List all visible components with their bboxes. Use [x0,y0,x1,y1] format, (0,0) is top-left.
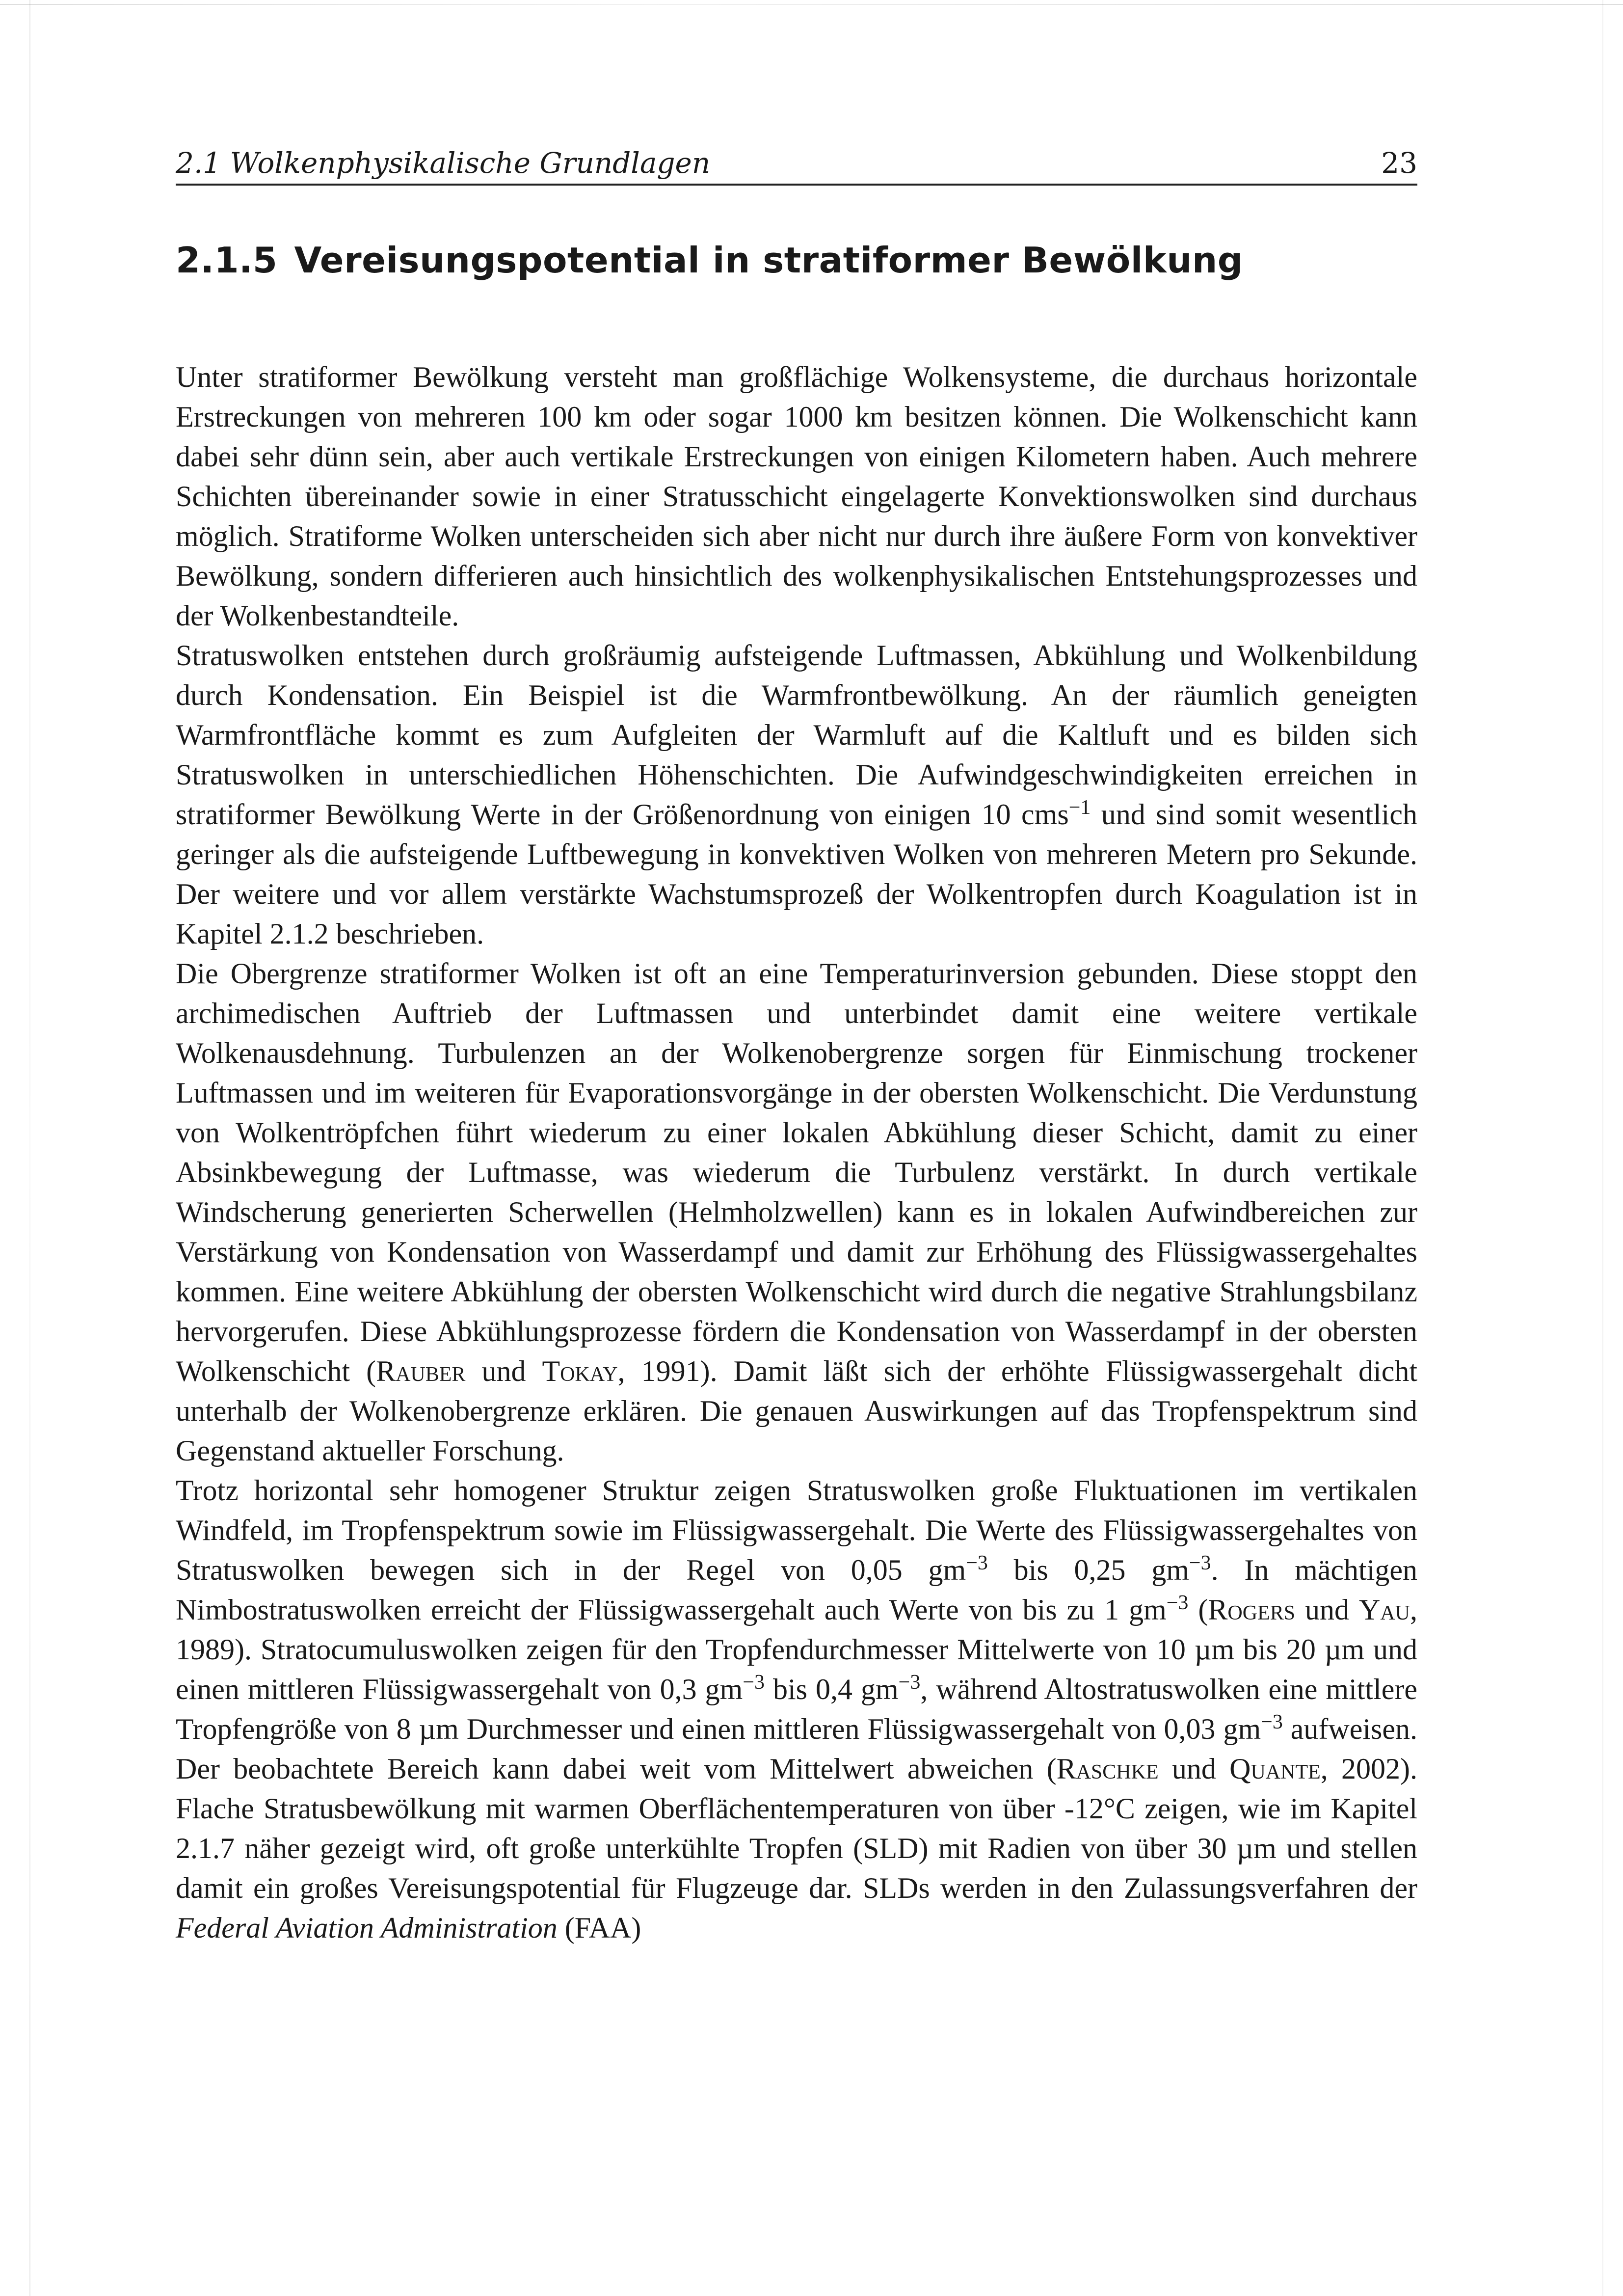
superscript-exponent: −3 [1166,1592,1189,1614]
paragraph [176,357,1417,636]
text-run: Unter stratiformer Bewölkung versteht man großflächige Wolkensysteme, die durchaus horizontale Erstreckungen von mehreren 100 km oder sogar 1000 km besitzen können. Die Wolkenschicht kann dabei sehr dünn sein, aber auch vertikale Erstreckungen von einigen Kilometern haben. Auch mehrere Schichten übereinander sowie in einer Stratusschicht eingelagerte Konvektionswolken sind durchaus möglich. Stratiforme Wolken unterscheiden sich aber nicht nur durch ihre äußere Form von konvektiver Bewölkung, sondern differieren auch hinsichtlich des wolkenphysikalischen Entstehungsprozesses und der Wolkenbestandteile. [176,361,1417,632]
text-run: . In mächtigen Nimbostratuswolken erreicht der Flüssigwassergehalt auch Werte von bis zu 1 gm [176,1554,1417,1626]
citation-author: Tokay [542,1355,618,1387]
citation-author: Quante [1229,1753,1321,1785]
document-page [176,142,1417,1948]
text-run: und [1295,1594,1359,1626]
paragraph [176,636,1417,954]
citation-author: Rogers [1208,1594,1296,1626]
text-run: und sind somit wesentlich geringer als die aufsteigende Luftbewegung in konvektiven Wolken von mehreren Metern pro Sekunde. Der weitere und vor allem verstärkte Wachstumsprozeß der Wolkentropfen durch Koagulation ist in Kapitel 2.1.2 beschrieben. [176,798,1417,950]
section-title: Vereisungspotential in stratiformer Bewölkung [294,240,1243,281]
text-run: (FAA) [557,1912,641,1944]
citation-author: Yau [1359,1594,1410,1626]
superscript-exponent: −3 [743,1671,765,1694]
text-run: , 1991). Damit läßt sich der erhöhte Flüssigwassergehalt dicht unterhalb der Wolkenobergrenze erklären. Die genauen Auswirkungen auf das Tropfenspektrum sind Gegenstand aktueller Forschung. [176,1355,1417,1467]
running-title: 2.1 Wolkenphysikalische Grundlagen [176,146,711,180]
text-run: Die Obergrenze stratiformer Wolken ist oft an eine Temperaturinversion gebunden. Diese stoppt den archimedischen Auftrieb der Luftmassen und unterbindet damit eine weitere vertikale Wolkenausdehnung. Turbulenzen an der Wolkenobergrenze sorgen für Einmischung trockener Luftmassen und im weiteren für Evaporationsvorgänge in der obersten Wolkenschicht. Die Verdunstung von Wolkentröpfchen führt wiederum zu einer lokalen Abkühlung dieser Schicht, damit zu einer Absinkbewegung der Luftmasse, was wiederum die Turbulenz verstärkt. In durch vertikale Windscherung generierten Scherwellen (Helmholzwellen) kann es in lokalen Aufwindbereichen zur Verstärkung von Kondensation von Wasserdampf und damit zur Erhöhung des Flüssigwassergehaltes kommen. Eine weitere Abkühlung der obersten Wolkenschicht wird durch die negative Strahlungsbilanz hervorgerufen. Diese Abkühlungsprozesse fördern die Kondensation von Wasserdampf in der obersten Wolkenschicht ( [176,957,1417,1387]
running-header [176,142,1417,186]
scan-edge-right [1602,0,1603,2296]
section-heading [176,237,1417,284]
citation-author: Raschke [1056,1753,1159,1785]
text-run: und [1158,1753,1230,1785]
paragraph [176,954,1417,1471]
citation-author: Rauber [376,1355,466,1387]
italic-term: Federal Aviation Administration [176,1912,558,1944]
superscript-exponent: −3 [1189,1552,1211,1574]
superscript-exponent: −1 [1068,796,1091,819]
text-run: Stratuswolken entstehen durch großräumig aufsteigende Luftmassen, Abkühlung und Wolkenbildung durch Kondensation. Ein Beispiel ist die Warmfrontbewölkung. An der räumlich geneigten Warmfrontfläche kommt es zum Aufgleiten der Warmluft auf die Kaltluft und es bilden sich Stratuswolken in unterschiedlichen Höhenschichten. Die Aufwindgeschwindigkeiten erreichen in stratiformer Bewölkung Werte in der Größenordnung von einigen 10 cms [176,639,1417,831]
text-run: , 1989). Stratocumuluswolken zeigen für den Tropfendurchmesser Mittelwerte von 10 µm bis 20 µm und einen mittleren Flüssigwassergehalt von 0,3 gm [176,1594,1417,1705]
superscript-exponent: −3 [1261,1711,1283,1733]
section-number: 2.1.5 [176,240,278,281]
text-run: aufweisen. Der beobachtete Bereich kann dabei weit vom Mittelwert abweichen ( [176,1713,1417,1785]
scan-edge-left [29,0,30,2296]
text-run: und [465,1355,542,1387]
text-run: bis 0,4 gm [765,1673,899,1705]
scan-edge-top [0,4,1623,5]
text-run: Trotz horizontal sehr homogener Struktur zeigen Stratuswolken große Fluktuationen im vertikalen Windfeld, im Tropfenspektrum sowie im Flüssigwassergehalt. Die Werte des Flüssigwassergehaltes von Stratuswolken bewegen sich in der Regel von 0,05 gm [176,1474,1417,1586]
paragraph [176,1471,1417,1948]
body-text [176,357,1417,1948]
superscript-exponent: −3 [898,1671,921,1694]
text-run: , 2002). Flache Stratusbewölkung mit warmen Oberflächentemperaturen von über -12°C zeigen, wie im Kapitel 2.1.7 näher gezeigt wird, oft große unterkühlte Tropfen (SLD) mit Radien von über 30 µm und stellen damit ein großes Vereisungspotential für Flugzeuge dar. SLDs werden in den Zulassungsverfahren der [176,1753,1418,1904]
text-run: bis 0,25 gm [987,1554,1189,1586]
text-run: , während Altostratuswolken eine mittlere Tropfengröße von 8 µm Durchmesser und einen mittleren Flüssigwassergehalt von 0,03 gm [176,1673,1417,1745]
superscript-exponent: −3 [966,1552,988,1574]
page-number: 23 [1381,146,1417,180]
text-run: ( [1188,1594,1208,1626]
